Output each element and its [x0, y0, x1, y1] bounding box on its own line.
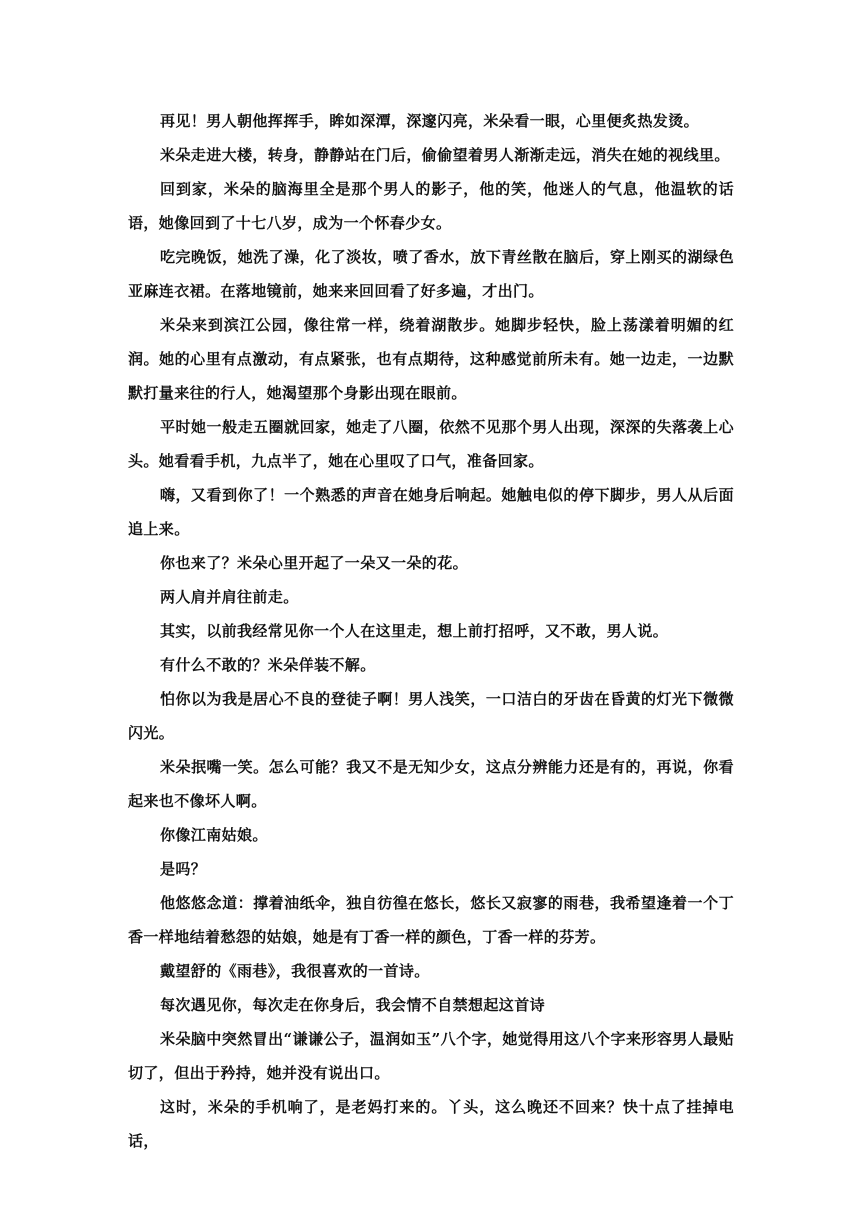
paragraph: 其实，以前我经常见你一个人在这里走，想上前打招呼，又不敢，男人说。: [160, 622, 669, 640]
paragraph: 是吗？: [160, 860, 207, 878]
paragraph: 有什么不敢的？米朵佯装不解。: [160, 656, 376, 674]
paragraph: 米朵走进大楼，转身，静静站在门后，偷偷望着男人渐渐走远，消失在她的视线里。: [160, 146, 730, 164]
story-text: [128, 104, 734, 1158]
paragraph: 戴望舒的《雨巷》，我很喜欢的一首诗。: [160, 962, 430, 980]
paragraph: 平时她一般走五圈就回家，她走了八圈，依然不见那个男人出现，深深的失落袭上心头。她看看手机，九点半了，她在心里叹了口气，准备回家。: [128, 418, 734, 470]
paragraph: 你也来了？米朵心里开起了一朵又一朵的花。: [160, 554, 469, 572]
paragraph: 回到家，米朵的脑海里全是那个男人的影子，他的笑，他迷人的气息，他温软的话语，她像回到了十七八岁，成为一个怀春少女。: [128, 180, 734, 232]
paragraph: 米朵脑中突然冒出“谦谦公子，温润如玉”八个字，她觉得用这八个字来形容男人最贴切了，但出于矜持，她并没有说出口。: [128, 1030, 734, 1082]
paragraph: 他悠悠念道：撑着油纸伞，独自彷徨在悠长，悠长又寂寥的雨巷，我希望逢着一个丁香一样地结着愁怨的姑娘，她是有丁香一样的颜色，丁香一样的芬芳。: [128, 894, 734, 946]
paragraph: 嗨，又看到你了！一个熟悉的声音在她身后响起。她触电似的停下脚步，男人从后面追上来。: [128, 486, 734, 538]
paragraph: 这时，米朵的手机响了，是老妈打来的。丫头，这么晚还不回来？快十点了挂掉电话，: [128, 1098, 734, 1150]
paragraph: 每次遇见你，每次走在你身后，我会情不自禁想起这首诗: [160, 996, 546, 1014]
paragraph: 米朵来到滨江公园，像往常一样，绕着湖散步。她脚步轻快，脸上荡漾着明媚的红润。她的心里有点激动，有点紧张，也有点期待，这种感觉前所未有。她一边走，一边默默打量来往的行人，她渴望那个身影出现在眼前。: [128, 316, 734, 402]
paragraph: 再见！男人朝他挥挥手，眸如深潭，深邃闪亮，米朵看一眼，心里便炙热发烫。: [160, 112, 700, 130]
paragraph: 吃完晚饭，她洗了澡，化了淡妆，喷了香水，放下青丝散在脑后，穿上刚买的湖绿色亚麻连衣裙。在落地镜前，她来来回回看了好多遍，才出门。: [128, 248, 734, 300]
paragraph: 米朵抿嘴一笑。怎么可能？我又不是无知少女，这点分辨能力还是有的，再说，你看起来也不像坏人啊。: [128, 758, 734, 810]
paragraph: 怕你以为我是居心不良的登徒子啊！男人浅笑，一口洁白的牙齿在昏黄的灯光下微微闪光。: [128, 690, 734, 742]
paragraph: 两人肩并肩往前走。: [160, 588, 299, 606]
paragraph: 你像江南姑娘。: [160, 826, 268, 844]
